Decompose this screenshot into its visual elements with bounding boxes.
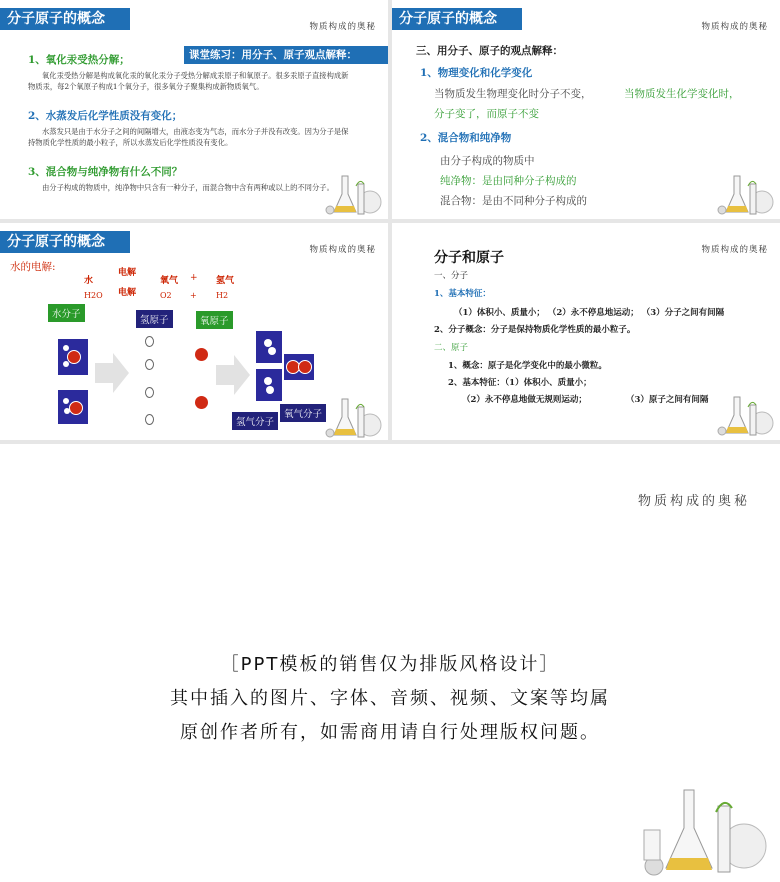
physical-change-text: 当物质发生物理变化时分子不变， (434, 88, 592, 100)
slide-header: 分子原子的概念 (392, 8, 522, 30)
hydrogen-atom (145, 359, 154, 370)
notice-line-2: 其中插入的图片、字体、音频、视频、文案等均属 (170, 688, 610, 709)
mixture-def: 混合物：是由不同种分子构成的 (440, 195, 587, 207)
practice-box: 课堂练习：用分子、原子观点解释： (184, 46, 388, 64)
molecule-features-heading: 1、基本特征： (434, 289, 491, 299)
atom-features: 2、基本特征：（1）体积小、质量小； (448, 378, 592, 388)
lab-glassware-icon (322, 395, 382, 440)
water-molecule (58, 390, 88, 424)
lab-glassware-icon (714, 393, 774, 438)
hydrogen-atom (145, 336, 154, 347)
chemical-change-text: 当物质发生化学变化时， (624, 88, 740, 100)
water-formula: H2O (84, 291, 103, 300)
section-2-heading: 2、混合物和纯净物 (420, 132, 512, 144)
oxygen-molecule (284, 354, 314, 380)
hydrogen-atom (145, 414, 154, 425)
slide-subtitle: 物质构成的奥秘 (701, 245, 768, 255)
hydrogen-name: 氢气 (216, 276, 235, 286)
plus-sign-1: + (190, 273, 198, 283)
arrow-right-icon (216, 355, 250, 395)
lab-glassware-icon (714, 172, 774, 217)
hydrogen-formula: H2 (216, 291, 229, 300)
slide-4[interactable] (392, 223, 780, 440)
electrolysis-label-2: 电解 (118, 288, 137, 298)
section-molecule: 一、分子 (434, 271, 469, 281)
question-2: 2、水蒸发后化学性质没有变化； (28, 110, 183, 122)
plus-sign-2: + (190, 291, 197, 300)
notice-line-1: ［PPT模板的销售仅为排版风格设计］ (220, 654, 560, 675)
arrow-right-icon (95, 353, 129, 393)
slide-subtitle: 物质构成的奥秘 (701, 22, 768, 32)
oxygen-name: 氧气 (160, 276, 179, 286)
oxygen-atom (195, 396, 208, 409)
pure-substance-def: 纯净物：是由同种分子构成的 (440, 175, 577, 187)
mixture-intro: 由分子构成的物质中 (440, 155, 535, 167)
slide-2[interactable] (392, 0, 780, 219)
label-hydrogen-molecule: 氢气分子 (232, 412, 278, 430)
section-1-heading: 1、物理变化和化学变化 (420, 67, 533, 79)
slide-title: 分子和原子 (434, 250, 504, 266)
answer-2: 水蒸发只是由于水分子之间的间隔增大，由液态变为气态，而水分子并没有改变。因为分子是保持物质化学性质的最小粒子，所以水蒸发后化学性质没有变化。 (28, 127, 349, 147)
molecule-features: （1）体积小、质量小； （2）永不停息地运动； （3）分子之间有间隔 (454, 308, 725, 318)
oxygen-formula: O2 (160, 291, 172, 300)
atom-gaps: （3）原子之间有间隔 (626, 395, 709, 405)
slide-header: 分子原子的概念 (0, 231, 130, 253)
slide-subtitle: 物质构成的奥秘 (309, 245, 376, 255)
lab-glassware-icon (322, 172, 382, 217)
molecule-changed-text: 分子变了，而原子不变 (434, 108, 539, 120)
answer-1: 氧化汞受热分解是构成氧化汞的氧化汞分子受热分解成汞原子和氧原子。很多汞原子直接构成新物质汞，每2个氧原子构成1个氧分子，很多氧分子聚集构成新物质氧气。 (28, 71, 349, 91)
copyright-notice-slide[interactable] (0, 444, 780, 882)
oxygen-atom (195, 348, 208, 361)
notice-line-3: 原创作者所有，如需商用请自行处理版权问题。 (180, 722, 600, 743)
slide-subtitle: 物质构成的奥秘 (309, 22, 376, 32)
atom-motion: （2）永不停息地做无规则运动； (462, 395, 587, 405)
section-atom: 二、原子 (434, 343, 469, 353)
slide-1[interactable] (0, 0, 388, 219)
water-name: 水 (84, 276, 94, 286)
question-1: 1、氧化汞受热分解； (28, 54, 130, 66)
slide-title: 三、用分子、原子的观点解释： (416, 45, 563, 57)
label-oxygen-molecule: 氧气分子 (280, 404, 326, 422)
slide-3[interactable] (0, 223, 388, 440)
label-water-molecule: 水分子 (48, 304, 85, 322)
molecule-concept: 2、分子概念：分子是保持物质化学性质的最小粒子。 (434, 325, 636, 335)
answer-3: 由分子构成的物质中，纯净物中只含有一种分子，而混合物中含有两种或以上的不同分子。 (42, 183, 334, 192)
label-hydrogen-atom: 氢原子 (136, 310, 173, 328)
question-3: 3、混合物与纯净物有什么不同？ (28, 166, 183, 178)
atom-concept: 1、概念：原子是化学变化中的最小微粒。 (448, 361, 607, 371)
hydrogen-molecule (256, 369, 282, 401)
lab-glassware-icon (640, 784, 770, 879)
hydrogen-molecule (256, 331, 282, 363)
slide-subtitle: 物质构成的奥秘 (637, 494, 750, 509)
electrolysis-label-1: 电解 (118, 268, 137, 278)
electrolysis-title: 水的电解: (10, 261, 56, 273)
hydrogen-atom (145, 387, 154, 398)
slide-header: 分子原子的概念 (0, 8, 130, 30)
water-molecule (58, 339, 88, 375)
label-oxygen-atom: 氧原子 (196, 311, 233, 329)
